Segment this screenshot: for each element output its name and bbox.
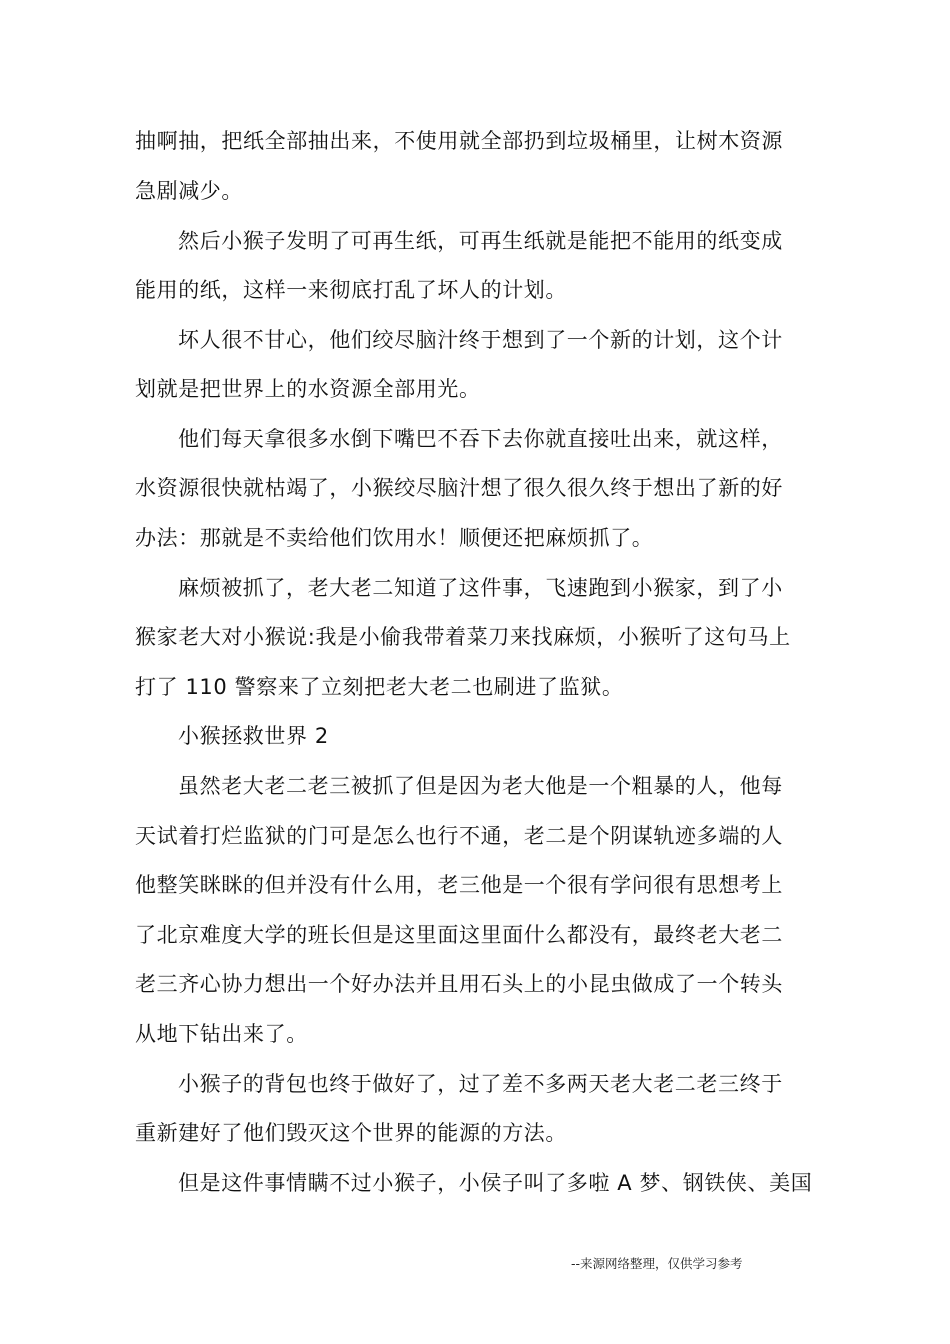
text-line: 他们每天拿很多水倒下嘴巴不吞下去你就直接吐出来，就这样， bbox=[178, 427, 783, 451]
text-line: 重新建好了他们毁灭这个世界的能源的方法。 bbox=[135, 1121, 567, 1145]
text-line: 急剧减少。 bbox=[135, 179, 243, 203]
text-line: 从地下钻出来了。 bbox=[135, 1022, 308, 1046]
text-line: 猴家老大对小猴说:我是小偷我带着菜刀来找麻烦，小猴听了这句马上 bbox=[135, 625, 791, 649]
text-line: 然后小猴子发明了可再生纸，可再生纸就是能把不能用的纸变成 bbox=[178, 229, 783, 253]
text-line: 坏人很不甘心，他们绞尽脑汁终于想到了一个新的计划，这个计 bbox=[178, 328, 783, 352]
text-line: 水资源很快就枯竭了，小猴绞尽脑汁想了很久很久终于想出了新的好 bbox=[135, 476, 783, 500]
text-line: 抽啊抽，把纸全部抽出来，不使用就全部扔到垃圾桶里，让树木资源 bbox=[135, 129, 783, 153]
section-heading: 小猴拯救世界 2 bbox=[178, 724, 329, 748]
text-line: 了北京难度大学的班长但是这里面这里面什么都没有，最终老大老二 bbox=[135, 923, 783, 947]
text-line: 虽然老大老二老三被抓了但是因为老大他是一个粗暴的人，他每 bbox=[178, 774, 783, 798]
text-line: 麻烦被抓了，老大老二知道了这件事，飞速跑到小猴家，到了小 bbox=[178, 576, 783, 600]
text-line: 小猴子的背包也终于做好了，过了差不多两天老大老二老三终于 bbox=[178, 1072, 783, 1096]
text-line: 天试着打烂监狱的门可是怎么也行不通，老二是个阴谋轨迹多端的人 bbox=[135, 824, 783, 848]
text-line: 但是这件事情瞒不过小猴子，小侯子叫了多啦 A 梦、钢铁侠、美国 bbox=[178, 1171, 813, 1195]
text-line: 划就是把世界上的水资源全部用光。 bbox=[135, 377, 481, 401]
text-line: 老三齐心协力想出一个好办法并且用石头上的小昆虫做成了一个转头 bbox=[135, 972, 783, 996]
text-line: 办法：那就是不卖给他们饮用水！顺便还把麻烦抓了。 bbox=[135, 526, 654, 550]
text-line: 能用的纸，这样一来彻底打乱了坏人的计划。 bbox=[135, 278, 567, 302]
footer-note: --来源网络整理，仅供学习参考 bbox=[571, 1256, 743, 1271]
text-line: 打了 110 警察来了立刻把老大老二也刷进了监狱。 bbox=[135, 675, 624, 699]
text-line: 他整笑眯眯的但并没有什么用，老三他是一个很有学问很有思想考上 bbox=[135, 873, 783, 897]
